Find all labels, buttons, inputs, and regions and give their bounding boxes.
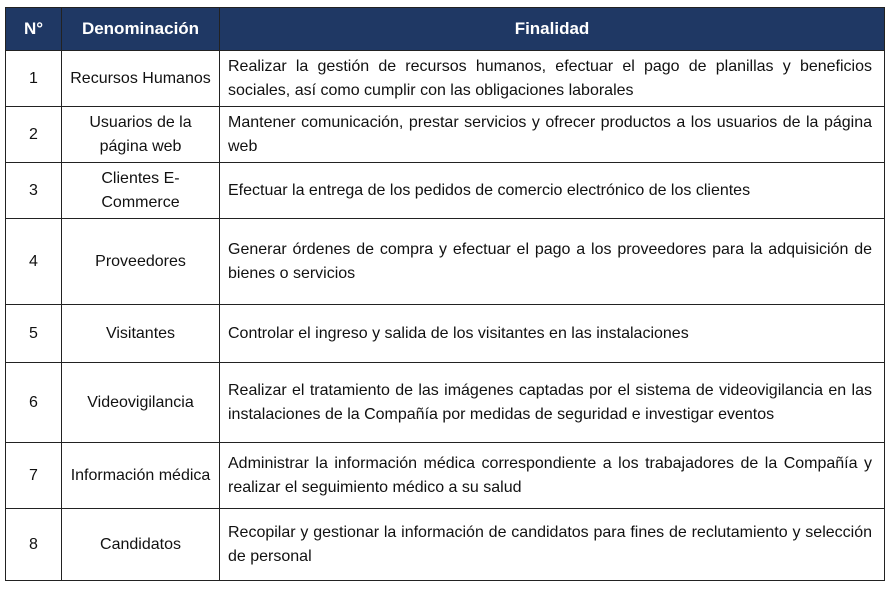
- header-finalidad: Finalidad: [220, 8, 885, 51]
- table-row: [6, 107, 885, 163]
- row-number: 4: [6, 219, 62, 305]
- row-finalidad: Mantener comunicación, prestar servicios y ofrecer productos a los usuarios de la página web: [220, 107, 885, 163]
- row-number: 3: [6, 163, 62, 219]
- row-number: 1: [6, 51, 62, 107]
- header-row: [6, 8, 885, 51]
- row-denominacion: Candidatos: [62, 509, 220, 581]
- table-row: [6, 443, 885, 509]
- row-denominacion: Usuarios de la página web: [62, 107, 220, 163]
- row-number: 8: [6, 509, 62, 581]
- row-finalidad: Realizar la gestión de recursos humanos, efectuar el pago de planillas y beneficios sociales, así como cumplir con las obligaciones laborales: [220, 51, 885, 107]
- table-body: [6, 51, 885, 581]
- row-number: 6: [6, 363, 62, 443]
- row-finalidad: Efectuar la entrega de los pedidos de comercio electrónico de los clientes: [220, 163, 885, 219]
- header-denominacion: Denominación: [62, 8, 220, 51]
- header-num: N°: [6, 8, 62, 51]
- row-finalidad: Administrar la información médica correspondiente a los trabajadores de la Compañía y realizar el seguimiento médico a su salud: [220, 443, 885, 509]
- row-number: 2: [6, 107, 62, 163]
- table-row: [6, 219, 885, 305]
- row-denominacion: Recursos Humanos: [62, 51, 220, 107]
- row-number: 7: [6, 443, 62, 509]
- row-finalidad: Recopilar y gestionar la información de candidatos para fines de reclutamiento y selección de personal: [220, 509, 885, 581]
- table-row: [6, 163, 885, 219]
- row-denominacion: Información médica: [62, 443, 220, 509]
- row-denominacion: Proveedores: [62, 219, 220, 305]
- row-denominacion: Videovigilancia: [62, 363, 220, 443]
- row-finalidad: Realizar el tratamiento de las imágenes captadas por el sistema de videovigilancia en las instalaciones de la Compañía por medidas de seguridad e investigar eventos: [220, 363, 885, 443]
- row-finalidad: Controlar el ingreso y salida de los visitantes en las instalaciones: [220, 305, 885, 363]
- row-finalidad: Generar órdenes de compra y efectuar el pago a los proveedores para la adquisición de bienes o servicios: [220, 219, 885, 305]
- data-purpose-table: [5, 7, 885, 581]
- row-denominacion: Visitantes: [62, 305, 220, 363]
- table-row: [6, 509, 885, 581]
- table-row: [6, 363, 885, 443]
- row-number: 5: [6, 305, 62, 363]
- row-denominacion: Clientes E-Commerce: [62, 163, 220, 219]
- table-row: [6, 51, 885, 107]
- table-header: [6, 8, 885, 51]
- table-row: [6, 305, 885, 363]
